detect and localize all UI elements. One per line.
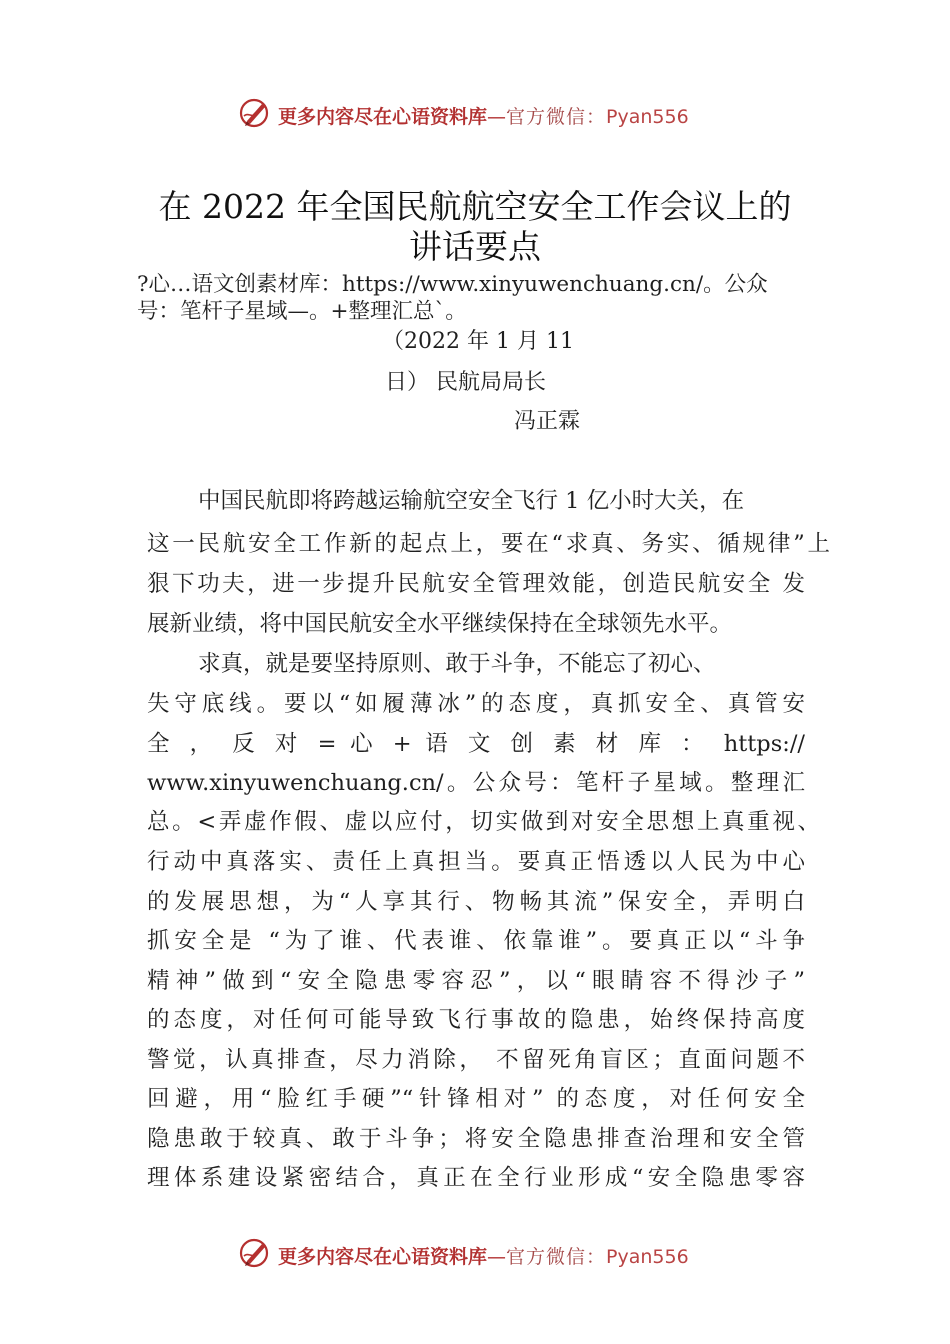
paragraph-2-line: 的发展思想，为“人享其行、物畅其流”保安全，弄明白 [147, 889, 805, 915]
banner-text [278, 102, 689, 129]
banner-wechat-label: 官方微信： [506, 1246, 607, 1268]
speech-date-line-2: 日） 民航局局长 [385, 370, 546, 395]
paragraph-2-line: 行动中真落实、责任上真担当。要真正悟透以人民为中心 [147, 849, 805, 875]
paragraph-2-line: 回避，用“脸红手硬”“针锋相对” 的态度，对任何安全 [147, 1086, 805, 1112]
pen-logo-icon [238, 1236, 272, 1270]
speech-author: 冯正霖 [514, 409, 581, 434]
speech-date-line-1: （2022 年 1 月 11 [382, 329, 574, 354]
source-note-line-1: ?心…语文创素材库：https://www.xinyuwenchuang.cn/。公众 [137, 272, 768, 297]
banner-dash: — [487, 1246, 507, 1268]
paragraph-2-line: 警觉，认真排查，尽力消除， 不留死角盲区；直面问题不 [147, 1047, 805, 1073]
banner-dash: — [487, 106, 507, 128]
footer-banner [0, 1234, 950, 1274]
paragraph-2-line: 理体系建设紧密结合，真正在全行业形成“安全隐患零容 [147, 1165, 805, 1191]
banner-prefix: 更多内容尽在心语资料库 [278, 1246, 488, 1268]
paragraph-1-line: 展新业绩，将中国民航安全水平继续保持在全球领先水平。 [147, 611, 733, 637]
document-title-line-2: 讲话要点 [409, 227, 541, 266]
banner-text [278, 1242, 689, 1269]
paragraph-2-line: 总。<弄虚作假、虚以应付，切实做到对安全思想上真重视、 [147, 809, 820, 835]
paragraph-2-line: www.xinyuwenchuang.cn/。公众号：笔杆子星域。整理汇 [147, 770, 805, 796]
header-banner [0, 94, 950, 134]
paragraph-2-line: 求真，就是要坚持原则、敢于斗争，不能忘了初心、 [198, 651, 716, 677]
paragraph-1-line: 狠下功夫，进一步提升民航安全管理效能，创造民航安全 发 [147, 571, 805, 597]
banner-prefix: 更多内容尽在心语资料库 [278, 106, 488, 128]
source-note-line-2: 号：笔杆子星域—。+整理汇总`。 [137, 299, 467, 324]
paragraph-2-line: 精神”做到“安全隐患零容忍”，以“眼睛容不得沙子” [147, 968, 805, 994]
paragraph-2-line: 抓安全是 “为了谁、代表谁、依靠谁”。要真正以“斗争 [147, 928, 805, 954]
banner-wechat-id: Pyan556 [606, 106, 689, 128]
banner-wechat-label: 官方微信： [506, 106, 607, 128]
paragraph-1-line: 这一民航安全工作新的起点上，要在“求真、务实、循规律”上 [147, 531, 830, 557]
paragraph-1-line: 中国民航即将跨越运输航空安全飞行 1 亿小时大关，在 [198, 488, 745, 514]
paragraph-2-line: 失守底线。要以“如履薄冰”的态度，真抓安全、真管安 [147, 691, 805, 717]
paragraph-2-line: 的态度，对任何可能导致飞行事故的隐患，始终保持高度 [147, 1007, 805, 1033]
paragraph-2-line: 隐患敢于较真、敢于斗争；将安全隐患排查治理和安全管 [147, 1126, 805, 1152]
banner-wechat-id: Pyan556 [606, 1246, 689, 1268]
document-title-line-1: 在 2022 年全国民航航空安全工作会议上的 [158, 187, 792, 226]
pen-logo-icon [238, 96, 272, 130]
paragraph-2-line: 全 ， 反 对 = 心 + 语 文 创 素 材 库 ： https:// [147, 731, 805, 757]
